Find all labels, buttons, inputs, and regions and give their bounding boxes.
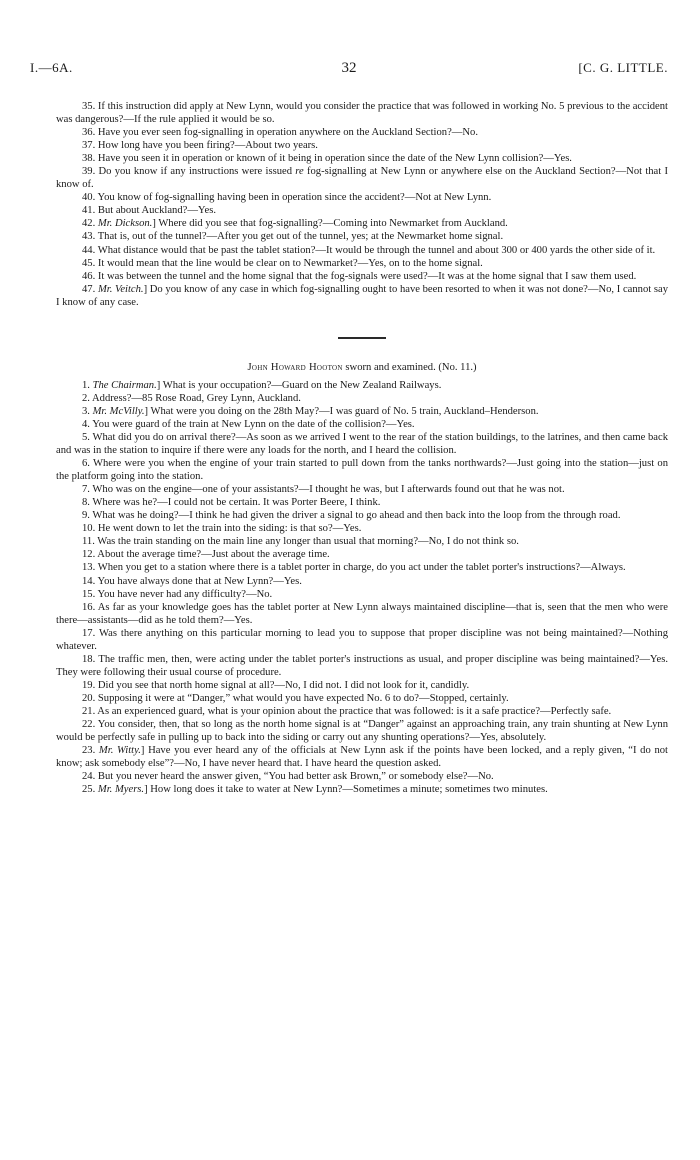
question-text: 37. How long have you been firing?—About two years. bbox=[82, 140, 318, 152]
speaker-name: Mr. Myers. bbox=[97, 784, 145, 796]
question-number: 1. bbox=[82, 379, 93, 391]
speaker-name: The Chairman. bbox=[92, 379, 157, 391]
evidence-section-hooton bbox=[56, 379, 668, 797]
speaker-name: Mr. Witty. bbox=[98, 745, 141, 757]
question-text: 20. Supposing it were at “Danger,” what would you have expected No. 6 to do?—Stopped, certainly. bbox=[82, 692, 509, 704]
witness-running-head: [C. G. LITTLE. bbox=[578, 60, 668, 75]
question-paragraph bbox=[56, 152, 668, 165]
question-paragraph bbox=[56, 535, 668, 548]
question-paragraph bbox=[56, 457, 668, 483]
question-text: 14. You have always done that at New Lynn?—Yes. bbox=[82, 575, 302, 587]
question-paragraph bbox=[56, 392, 668, 405]
witness-sworn: sworn and examined. bbox=[345, 361, 436, 373]
speaker-name: Mr. Dickson. bbox=[97, 218, 153, 230]
question-text: 45. It would mean that the line would be clear on to Newmarket?—Yes, on to the home signal. bbox=[82, 257, 483, 269]
document-reference: I.—6A. bbox=[30, 60, 73, 75]
question-text: 8. Where was he?—I could not be certain. It was Porter Beere, I think. bbox=[82, 497, 381, 509]
question-number: 42. bbox=[82, 218, 98, 230]
question-paragraph bbox=[56, 692, 668, 705]
question-paragraph bbox=[56, 601, 668, 627]
question-paragraph bbox=[56, 126, 668, 139]
question-paragraph bbox=[56, 496, 668, 509]
question-number: 23. bbox=[82, 745, 99, 757]
question-text: 15. You have never had any difficulty?—No. bbox=[82, 588, 273, 600]
question-paragraph bbox=[56, 548, 668, 561]
question-text: 41. But about Auckland?—Yes. bbox=[82, 205, 216, 217]
question-paragraph bbox=[56, 244, 668, 257]
question-text: 21. As an experienced guard, what is your opinion about the practice that was followed: is it a safe practice?—Perfectly safe. bbox=[82, 705, 612, 717]
question-paragraph bbox=[56, 204, 668, 217]
question-text: 22. You consider, then, that so long as the north home signal is at “Danger” against an approaching train, any train shunting at New Lynn would be perfectly safe in pulling up to back into the siding or carry out any shunting operations?—Yes, absolutely. bbox=[56, 719, 668, 744]
evidence-section-previous-witness bbox=[56, 100, 668, 309]
question-number: 3. bbox=[82, 405, 93, 417]
question-paragraph bbox=[56, 783, 668, 796]
question-text: 4. You were guard of the train at New Lynn on the date of the collision?—Yes. bbox=[82, 418, 415, 430]
witness-name: John Howard Hooton bbox=[247, 361, 343, 373]
question-paragraph bbox=[56, 509, 668, 522]
question-text: 17. Was there anything on this particular morning to lead you to suppose that proper discipline was not being maintained?—Nothing whatever. bbox=[56, 627, 668, 652]
question-text: 40. You know of fog-signalling having been in operation since the accident?—Not at New Lynn. bbox=[82, 192, 492, 204]
question-text: 36. Have you ever seen fog-signalling in operation anywhere on the Auckland Section?—No. bbox=[82, 127, 478, 139]
question-paragraph bbox=[56, 217, 668, 230]
page-header bbox=[30, 60, 668, 80]
question-paragraph bbox=[56, 718, 668, 744]
question-text: ] How long does it take to water at New Lynn?—Sometimes a minute; sometimes two minutes. bbox=[144, 784, 548, 796]
question-paragraph bbox=[56, 561, 668, 574]
question-text: ] Have you ever heard any of the officials at New Lynn ask if the points have been locked, and a reply given, “I do not know; ask somebody else”?—No, I have never heard that. I have heard the question asked. bbox=[56, 745, 668, 770]
question-text: 24. But you never heard the answer given, “You had better ask Brown,” or somebody else?—No. bbox=[82, 771, 494, 783]
question-text: ] What is your occupation?—Guard on the New Zealand Railways. bbox=[156, 379, 442, 391]
question-paragraph bbox=[56, 405, 668, 418]
question-paragraph bbox=[56, 770, 668, 783]
question-text: 9. What was he doing?—I think he had given the driver a signal to go ahead and then back into the loop from the through road. bbox=[82, 510, 621, 522]
question-text: 38. Have you seen it in operation or known of it being in operation since the date of the New Lynn collision?—Yes. bbox=[82, 153, 572, 165]
question-text: 10. He went down to let the train into the siding: is that so?—Yes. bbox=[82, 523, 362, 535]
question-paragraph bbox=[56, 653, 668, 679]
question-text: 11. Was the train standing on the main line any longer than usual that morning?—No, I do not think so. bbox=[82, 536, 519, 548]
question-paragraph bbox=[56, 270, 668, 283]
question-paragraph bbox=[56, 431, 668, 457]
question-text: 7. Who was on the engine—one of your assistants?—I thought he was, but I afterwards found out that he was not. bbox=[82, 484, 565, 496]
question-paragraph bbox=[56, 744, 668, 770]
question-paragraph bbox=[56, 283, 668, 309]
question-paragraph bbox=[56, 705, 668, 718]
question-text: ] What were you doing on the 28th May?—I was guard of No. 5 train, Auckland–Henderson. bbox=[144, 405, 539, 417]
question-text: 13. When you get to a station where there is a tablet porter in charge, do you act under the tablet porter's instructions?—Always. bbox=[82, 562, 626, 574]
question-number: 25. bbox=[82, 784, 98, 796]
question-paragraph bbox=[56, 418, 668, 431]
question-paragraph bbox=[56, 100, 668, 126]
question-text: 18. The traffic men, then, were acting under the tablet porter's instructions as usual, and proper discipline was being maintained?—Yes. They were following their usual course of procedure. bbox=[56, 653, 668, 678]
witness-number: (No. 11.) bbox=[438, 361, 477, 373]
question-paragraph bbox=[56, 679, 668, 692]
question-number: 39. Do you know if any instructions were issued bbox=[82, 166, 296, 178]
question-text: ] Do you know of any case in which fog-signalling ought to have been resorted to when it was not done?—No, I cannot say I know of any case. bbox=[56, 283, 669, 308]
section-divider bbox=[338, 337, 386, 339]
question-text: 6. Where were you when the engine of your train started to pull down from the tanks northwards?—Just going into the station—just on the platform going into the station. bbox=[56, 458, 668, 483]
question-text: 16. As far as your knowledge goes has the tablet porter at New Lynn always maintained discipline—that is, seen that the men who were there—assistants—did as he told them?—Yes. bbox=[56, 601, 668, 626]
page-number: 32 bbox=[341, 60, 357, 76]
question-paragraph bbox=[56, 257, 668, 270]
question-text: 46. It was between the tunnel and the home signal that the fog-signals were used?—It was at the home signal that I saw them used. bbox=[82, 270, 637, 282]
question-text: 35. If this instruction did apply at New Lynn, would you consider the practice that was followed in working No. 5 previous to the accident was dangerous?—If the rule applied it would be so. bbox=[56, 101, 668, 126]
question-text: 2. Address?—85 Rose Road, Grey Lynn, Auckland. bbox=[82, 392, 301, 404]
question-text: 19. Did you see that north home signal at all?—No, I did not. I did not look for it, candidly. bbox=[82, 679, 470, 691]
question-text: 44. What distance would that be past the tablet station?—It would be through the tunnel and about 300 or 400 yards the other side of it. bbox=[82, 244, 656, 256]
question-paragraph bbox=[56, 483, 668, 496]
question-text: 43. That is, out of the tunnel?—After you get out of the tunnel, yes; at the Newmarket home signal. bbox=[82, 231, 504, 243]
question-paragraph bbox=[56, 588, 668, 601]
speaker-name: re bbox=[295, 166, 304, 178]
witness-heading bbox=[56, 361, 668, 374]
question-paragraph bbox=[56, 139, 668, 152]
speaker-name: Mr. McVilly. bbox=[92, 405, 145, 417]
question-paragraph bbox=[56, 230, 668, 243]
question-paragraph bbox=[56, 522, 668, 535]
question-paragraph bbox=[56, 575, 668, 588]
question-paragraph bbox=[56, 165, 668, 191]
question-text: ] Where did you see that fog-signalling?—Coming into Newmarket from Auckland. bbox=[152, 218, 508, 230]
question-paragraph bbox=[56, 379, 668, 392]
question-paragraph bbox=[56, 627, 668, 653]
question-number: 47. bbox=[82, 283, 98, 295]
question-text: 12. About the average time?—Just about the average time. bbox=[82, 549, 330, 561]
document-body bbox=[56, 100, 668, 796]
question-text: 5. What did you do on arrival there?—As soon as we arrived I went to the rear of the station buildings, to the latrines, and then came back and was in the station to inquire if there were any loads for the north, and I heard the collision. bbox=[56, 431, 668, 457]
speaker-name: Mr. Veitch. bbox=[97, 283, 144, 295]
question-text: fog-signalling at New Lynn or anywhere else on the Auckland Section?—Not that I know of. bbox=[56, 166, 668, 191]
question-paragraph bbox=[56, 191, 668, 204]
